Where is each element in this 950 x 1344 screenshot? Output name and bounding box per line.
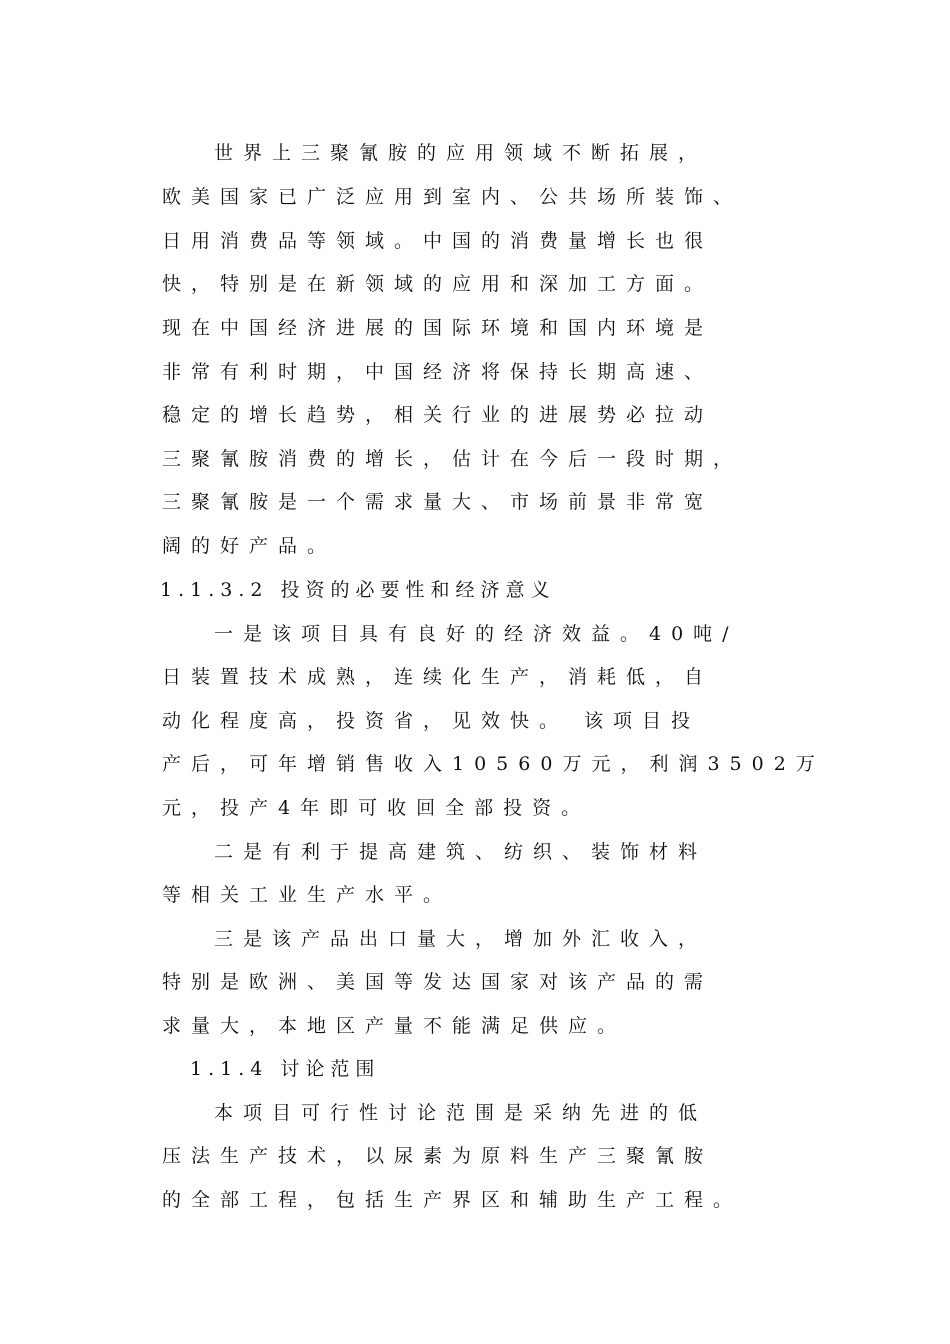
paragraph-line: 快，特别是在新领域的应用和深加工方面。 <box>162 273 714 295</box>
paragraph-line: 的全部工程，包括生产界区和辅助生产工程。 <box>162 1189 743 1211</box>
paragraph-line: 三聚氰胺消费的增长，估计在今后一段时期， <box>162 448 743 470</box>
paragraph-line: 等相关工业生产水平。 <box>162 884 453 906</box>
paragraph-line: 压法生产技术，以尿素为原料生产三聚氰胺 <box>162 1145 714 1167</box>
paragraph-line: 非常有利时期，中国经济将保持长期高速、 <box>162 361 714 383</box>
paragraph-line: 三聚氰胺是一个需求量大、市场前景非常宽 <box>162 491 714 513</box>
paragraph-line: 阔的好产品。 <box>162 535 337 557</box>
paragraph-line: 元，投产4年即可收回全部投资。 <box>162 797 591 819</box>
paragraph-line: 稳定的增长趋势，相关行业的进展势必拉动 <box>162 404 714 426</box>
paragraph-line: 动化程度高，投资省，见效快。 该项目投 <box>162 710 701 732</box>
section-heading-1132: 1.1.3.2 投资的必要性和经济意义 <box>160 579 556 601</box>
paragraph-line: 求量大，本地区产量不能满足供应。 <box>162 1015 627 1037</box>
paragraph-line: 二是有利于提高建筑、纺织、装饰材料 <box>214 841 708 863</box>
paragraph-line: 世界上三聚氰胺的应用领域不断拓展， <box>214 142 708 164</box>
paragraph-line: 三是该产品出口量大，增加外汇收入， <box>214 928 708 950</box>
paragraph-line: 欧美国家已广泛应用到室内、公共场所装饰、 <box>162 186 743 208</box>
paragraph-line: 日用消费品等领域。中国的消费量增长也很 <box>162 230 714 252</box>
paragraph-line: 现在中国经济进展的国际环境和国内环境是 <box>162 317 714 339</box>
section-heading-114: 1.1.4 讨论范围 <box>190 1058 381 1080</box>
paragraph-line: 日装置技术成熟，连续化生产，消耗低，自 <box>162 666 714 688</box>
paragraph-line: 特别是欧洲、美国等发达国家对该产品的需 <box>162 971 714 993</box>
paragraph-line: 产后，可年增销售收入10560万元，利润3502万 <box>162 753 825 775</box>
paragraph-line: 一是该项目具有良好的经济效益。40吨/ <box>214 623 739 645</box>
paragraph-line: 本项目可行性讨论范围是采纳先进的低 <box>214 1102 708 1124</box>
